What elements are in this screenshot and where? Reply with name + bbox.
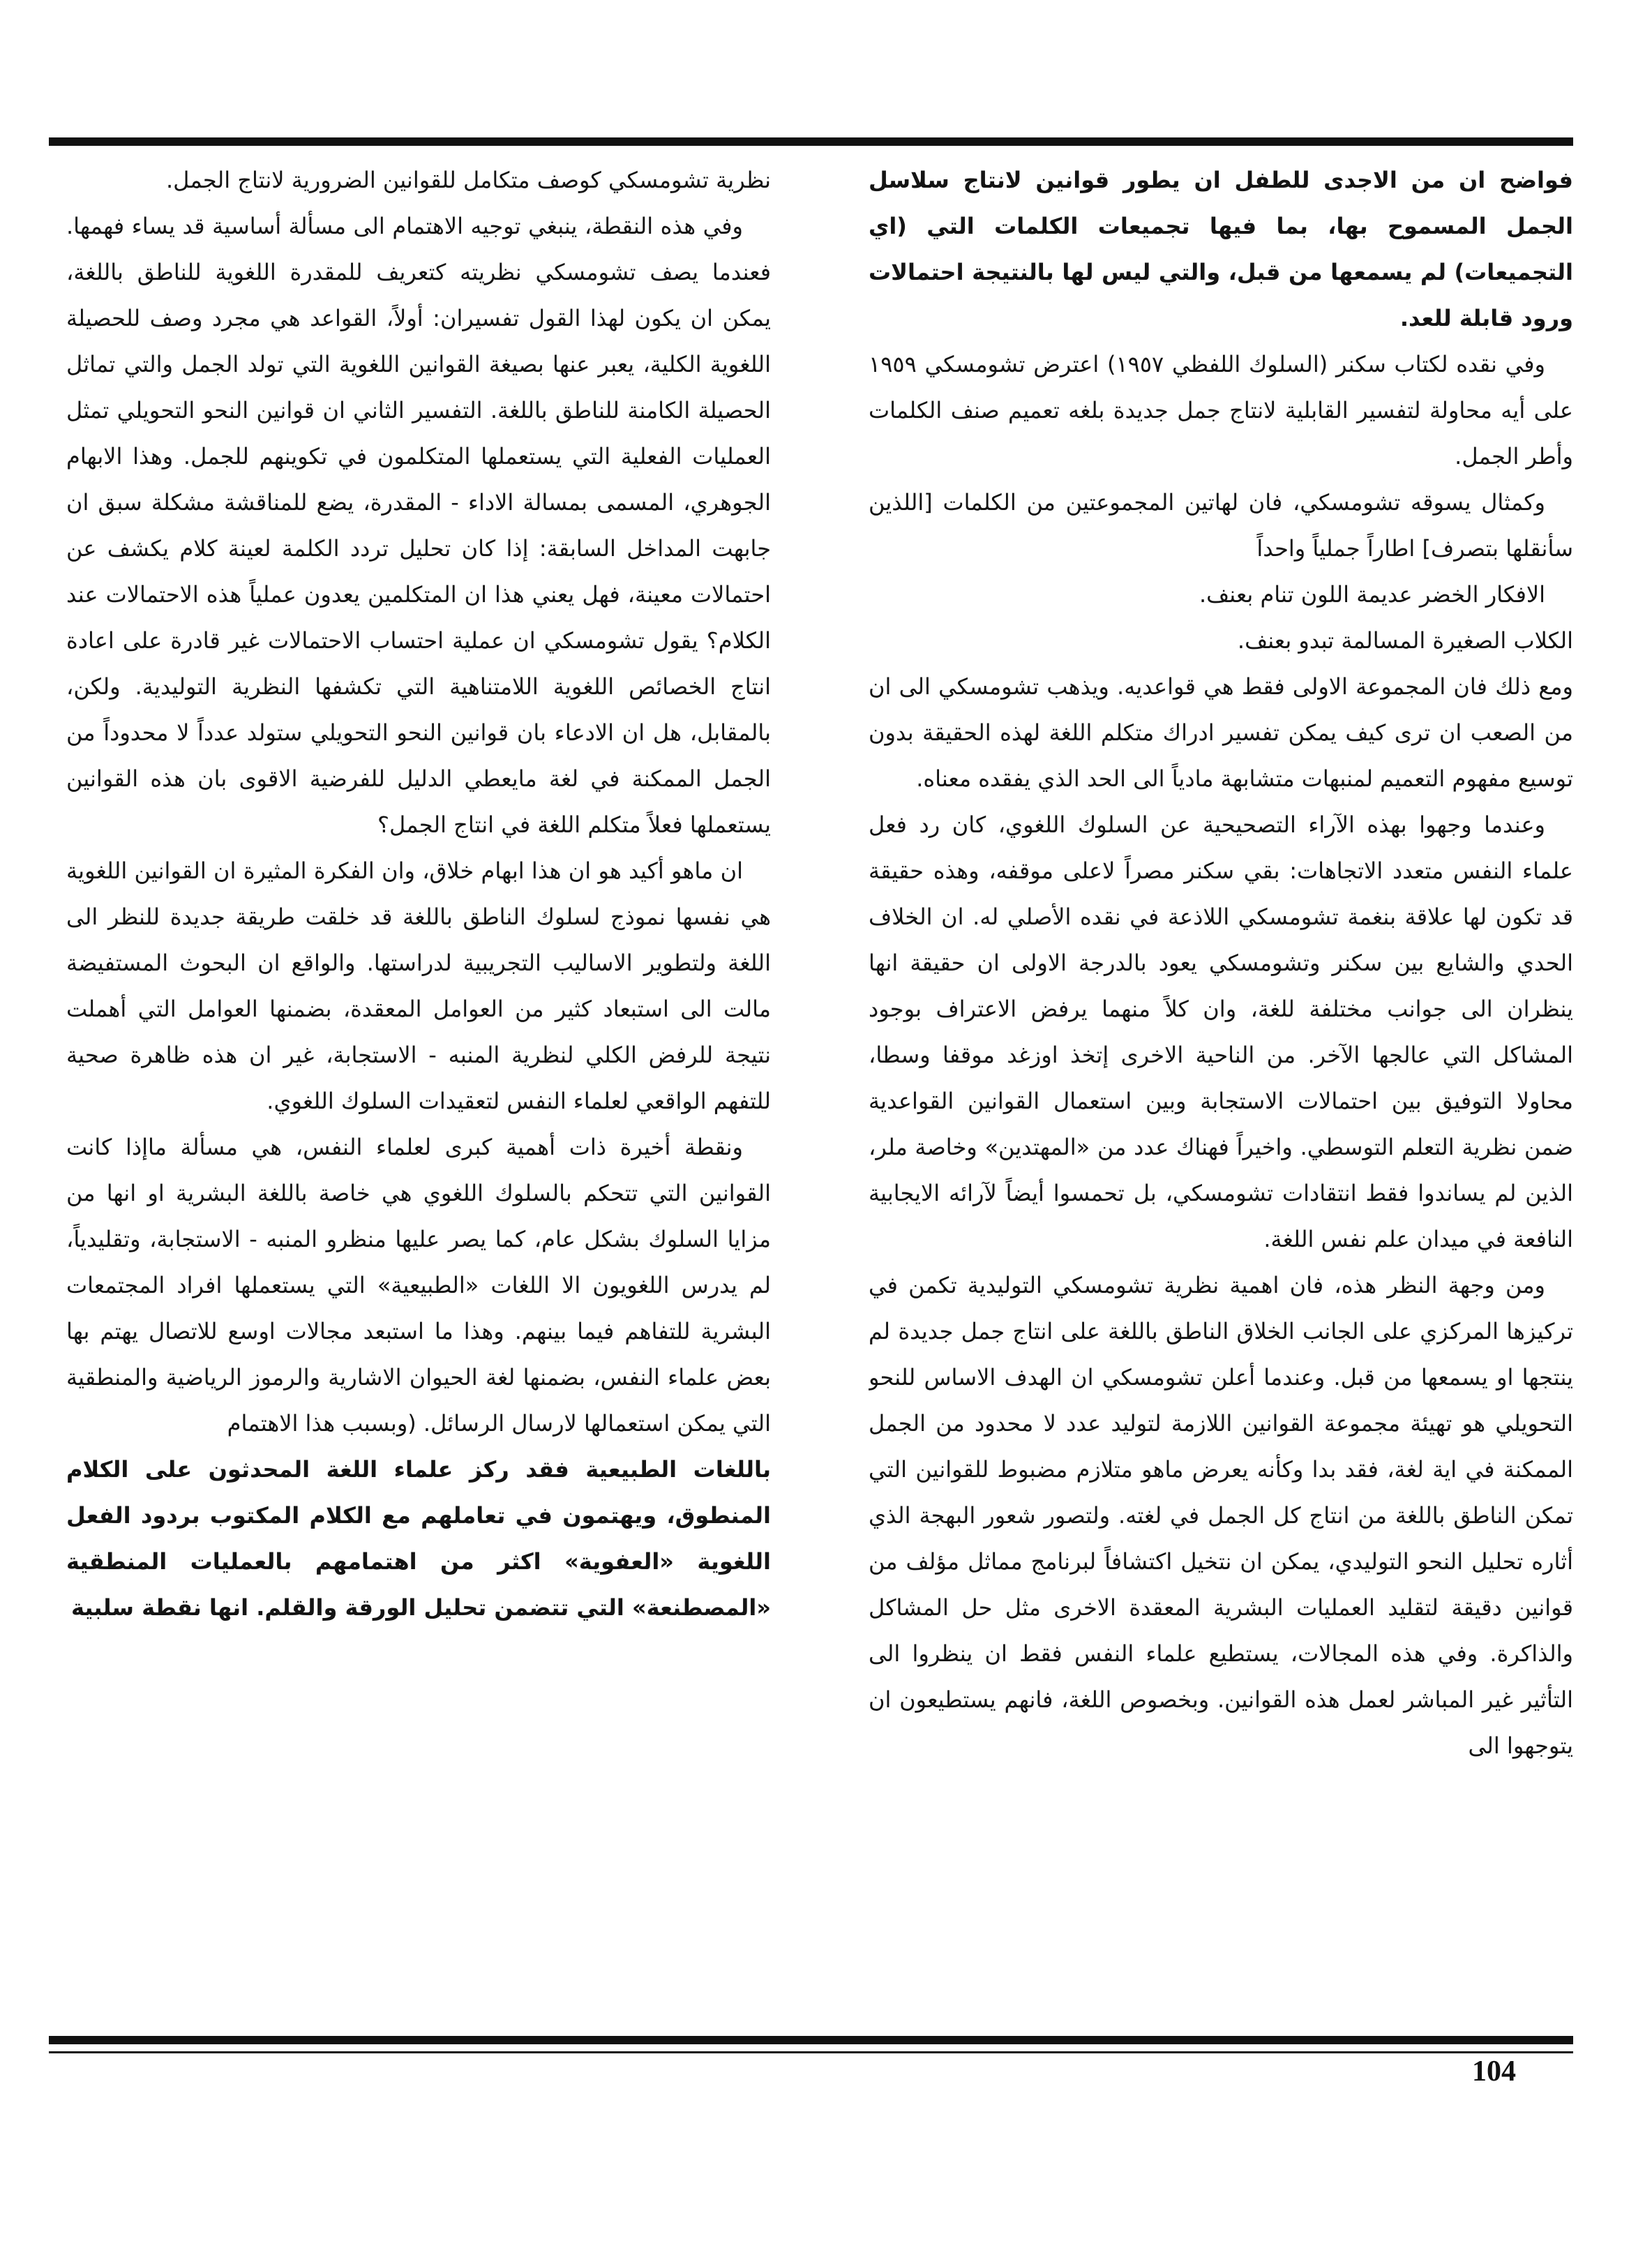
left-column [66, 157, 771, 2027]
bottom-rule-thin [49, 2051, 1573, 2053]
paragraph: ومع ذلك فان المجموعة الاولى فقط هي قواعديه. ويذهب تشومسكي الى ان من الصعب ان ترى كيف يمكن تفسير ادراك متكلم اللغة لهذه الحقيقة بدون توسيع مفهوم التعميم لمنبهات متشابهة مادياً الى الحد الذي يفقده معناه. [869, 673, 1573, 792]
paragraph: وفي نقده لكتاب سكنر (السلوك اللفظي ١٩٥٧) اعترض تشومسكي ١٩٥٩ على أيه محاولة لتفسير القابلية لانتاج جمل جديدة بلغه تعميم صنف الكلمات وأطر الجمل. [869, 351, 1573, 470]
example-sentence: الكلاب الصغيرة المسالمة تبدو بعنف. [1237, 627, 1573, 654]
paragraph: وكمثال يسوقه تشومسكي، فان لهاتين المجموعتين من الكلمات [اللذين سأنقلها بتصرف] اطاراً جملياً واحداً [869, 489, 1573, 562]
paragraph: نظرية تشومسكي كوصف متكامل للقوانين الضرورية لانتاج الجمل. [165, 167, 771, 193]
paragraph: ومن وجهة النظر هذه، فان اهمية نظرية تشومسكي التوليدية تكمن في تركيزها المركزي على الجانب الخلاق الناطق باللغة على انتاج جمل جديدة لم ينتجها او يسمعها من قبل. وعندما أعلن تشومسكي ان الهدف الاساس للنحو التحويلي هو تهيئة مجموعة القوانين اللازمة لتوليد عدد لا محدود من الجمل الممكنة في اية لغة، فقد بدا وكأنه يعرض ماهو متلازم مضبوط للقوانين التي تمكن الناطق باللغة من انتاج كل الجمل في لغته. ولتصور شعور البهجة الذي أثاره تحليل النحو التوليدي، يمكن ان نتخيل اكتشافاً لبرنامج مماثل مؤلف من قوانين دقيقة لتقليد العمليات البشرية المعقدة الاخرى مثل حل المشاكل والذاكرة. وفي هذه المجالات، يستطيع علماء النفس فقط ان ينظروا الى التأثير غير المباشر لعمل هذه القوانين. وبخصوص اللغة، فانهم يستطيعون ان يتوجهوا الى [869, 1272, 1573, 1759]
top-rule [49, 137, 1573, 146]
paragraph: فواضح ان من الاجدى للطفل ان يطور قوانين لانتاج سلاسل الجمل المسموح بها، بما فيها تجميعات الكلمات التي (اي التجميعات) لم يسمعها من قبل، والتي ليس لها بالنتيجة احتمالات ورود قابلة للعد. [869, 167, 1573, 331]
page-number: 104 [1472, 2055, 1516, 2088]
paragraph: وعندما وجهوا بهذه الآراء التصحيحية عن السلوك اللغوي، كان رد فعل علماء النفس متعدد الاتجاهات: بقي سكنر مصراً لاعلى موقفه، وهذه حقيقة قد تكون لها علاقة بنغمة تشومسكي اللاذعة في نقده الأصلي له. ان الخلاف الحدي والشايع بين سكنر وتشومسكي يعود بالدرجة الاولى ان حقيقة انها ينظران الى جوانب مختلفة للغة، وان كلاً منهما يرفض الاعتراف بوجود المشاكل التي عالجها الآخر. من الناحية الاخرى إتخذ اوزغد موقفا وسطا، محاولا التوفيق بين احتمالات الاستجابة وبين استعمال القوانين القواعدية ضمن نظرية التعلم التوسطي. واخيراً فهناك عدد من «المهتدين» وخاصة ملر، الذين لم يساندوا فقط انتقادات تشومسكي، بل تحمسوا أيضاً لآرائه الايجابية النافعة في ميدان علم نفس اللغة. [869, 811, 1573, 1252]
paragraph: ان ماهو أكيد هو ان هذا ابهام خلاق، وان الفكرة المثيرة ان القوانين اللغوية هي نفسها نموذج لسلوك الناطق باللغة قد خلقت طريقة جديدة للنظر الى اللغة ولتطوير الاساليب التجريبية لدراستها. والواقع ان البحوث المستفيضة مالت الى استبعاد كثير من العوامل المعقدة، بضمنها العوامل التي أهملت نتيجة للرفض الكلي لنظرية المنبه - الاستجابة، غير ان هذه ظاهرة صحية للتفهم الواقعي لعلماء النفس لتعقيدات السلوك اللغوي. [66, 857, 771, 1114]
example-sentence: الافكار الخضر عديمة اللون تنام بعنف. [1199, 581, 1545, 608]
bottom-rule [49, 2036, 1573, 2044]
paragraph: وفي هذه النقطة، ينبغي توجيه الاهتمام الى مسألة أساسية قد يساء فهمها. فعندما يصف تشومسكي نظريته كتعريف للمقدرة اللغوية للناطق باللغة، يمكن ان يكون لهذا القول تفسيران: أولاً، القواعد هي مجرد وصف للحصيلة اللغوية الكلية، يعبر عنها بصيغة القوانين اللغوية التي تولد الجمل والتي تماثل الحصيلة الكامنة للناطق باللغة. التفسير الثاني ان قوانين النحو التحويلي تمثل العمليات الفعلية التي يستعملها المتكلمون في تكوينهم للجمل. وهذا الابهام الجوهري، المسمى بمسالة الاداء - المقدرة، يضع للمناقشة مشكلة سبق ان جابهت المداخل السابقة: إذا كان تحليل تردد الكلمة لعينة كلام يكشف عن احتمالات معينة، فهل يعني هذا ان المتكلمين يعدون عملياً هذه الاحتمالات عند الكلام؟ يقول تشومسكي ان عملية احتساب الاحتمالات غير قادرة على اعادة انتاج الخصائص اللغوية اللامتناهية التي تكشفها النظرية التوليدية. ولكن، بالمقابل، هل ان الادعاء بان قوانين النحو التحويلي ستولد عدداً لا محدوداً من الجمل الممكنة في لغة مايعطي الدليل للفرضية الاقوى بان هذه القوانين يستعملها فعلاً متكلم اللغة في انتاج الجمل؟ [66, 213, 771, 838]
paragraph: ونقطة أخيرة ذات أهمية كبرى لعلماء النفس، هي مسألة ماإذا كانت القوانين التي تتحكم بالسلوك اللغوي هي خاصة باللغة البشرية او انها من مزايا السلوك بشكل عام، كما يصر عليها منظرو المنبه - الاستجابة، وتقليدياً، لم يدرس اللغويون الا اللغات «الطبيعية» التي يستعملها افراد المجتمعات البشرية للتفاهم فيما بينهم. وهذا ما استبعد مجالات اوسع للاتصال يهتم بها بعض علماء النفس، بضمنها لغة الحيوان الاشارية والرموز الرياضية والمنطقية التي يمكن استعمالها لارسال الرسائل. (وبسبب هذا الاهتمام [66, 1134, 771, 1437]
paragraph: باللغات الطبيعية فقد ركز علماء اللغة المحدثون على الكلام المنطوق، ويهتمون في تعاملهم مع الكلام المكتوب بردود الفعل اللغوية «العفوية» اكثر من اهتمامهم بالعمليات المنطقية «المصطنعة» التي تتضمن تحليل الورقة والقلم. انها نقطة سلبية [66, 1456, 771, 1621]
right-column [869, 157, 1573, 2027]
